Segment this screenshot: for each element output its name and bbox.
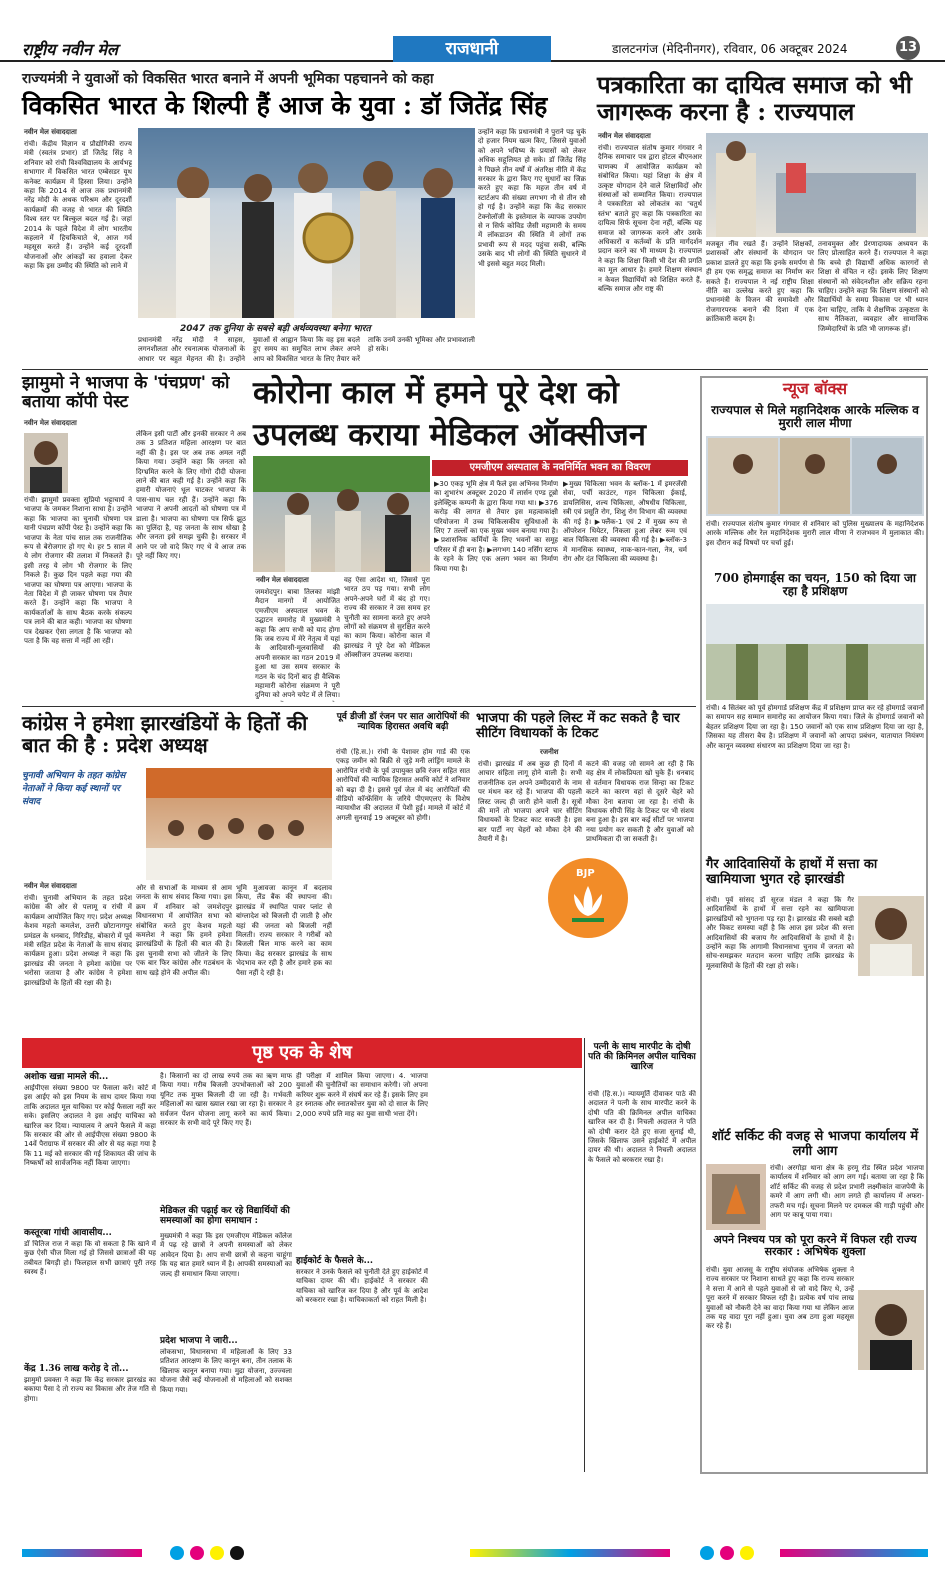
- remainder-col3-body2: सरकार ने उनके फैसले को चुनौती देते हुए हाईकोर्ट में याचिका दायर की थी। हाईकोर्ट ने सरकार की याचिका को खारिज कर दिया है और पूर्व के आदेश को बरकरार रखा है। याचिकाकर्ता को राहत मिली है।: [296, 1268, 428, 1305]
- sidebar-item1-headline: राज्यपाल से मिले महानिदेशक आरके मल्लिक व मुरारी लाल मीणा: [711, 403, 919, 431]
- sidebar-item2-photo: [706, 604, 924, 700]
- story1-body-left: रांची। केंद्रीय विज्ञान व प्रौद्योगिकी राज्य मंत्री (स्वतंत्र प्रभार) डॉ जितेंद्र सिंह ने शनिवार को रांची विश्वविद्यालय के आर्यभट्ट सभागार में विकसित भारत एम्बेसडर यूथ कनेक्ट कार्यक्रम में हिस्सा लिया। उन्होंने कहा कि 2014 से आज तक प्रधानमंत्री नरेंद्र मोदी के अथक परिश्रम और दूरदर्शी कार्यक्रमों की वजह से भारत की स्थिति विश्व स्तर पर बिल्कुल बदल गई है। जहां 2014 के पहले विदेश में लोग भारतीय कहलाने में हिचकिचाते थे, आज गर्व महसूस करते हैं। उन्होंने कई दूरदर्शी योजनाओं और आंकड़ों का हवाला देकर कहा कि इस उम्मीद की स्थिति को लाने में: [24, 140, 132, 271]
- story4-facts-a: ▶30 एकड़ भूमि क्षेत्र में फैले इस अभिनव निर्माण का शुभारंभ अक्टूबर 2020 में लार्सन एण्ड टूब्रो इलेक्ट्रिक कम्पनी के द्वारा किया गया था। ▶376 करोड़ की लागत से तैयार इस महत्वाकांक्षी परियोजना में उच्च चिकित्सकीय सुविधाओं के लिए 7 तल्लों का एक मुख्य भवन बनाया गया है। ▶प्रशासनिक कर्मियों के लिए भवनों का समूह परिसर में ही बना है। ▶लगभग 140 नर्सिंग स्टाफ के रहने के लिए एक अलग भवन का निर्माण किया गया है।: [434, 480, 558, 573]
- remainder-col1-body3: झामुमो प्रवक्ता ने कहा कि केंद्र सरकार झारखंड का बकाया पैसा दे तो राज्य का विकास और तेज गति से होगा।: [24, 1376, 156, 1403]
- story4-headline: कोरोना काल में हमने पूरे देश को उपलब्ध कराया मेडिकल ऑक्सीजन: [253, 375, 646, 453]
- story5-body-b: ओर से सभाओं के माध्यम से आम जनता के साथ संवाद किया गया। इस क्रम में शनिवार को जमशेदपुर विधानसभा में आयोजित सभा को संबोधित करते हुए केशव महतो कमलेश ने कहा कि हमने हमेशा झारखंडियों के हितों की बात की है। इस चुनावी सभा को जीतने के लिए एक बार फिर कांग्रेस और गठबंधन के साथ खड़े होने की अपील की।: [136, 884, 232, 977]
- story5-headline: कांग्रेस ने हमेशा झारखंडियों के हितों की बात की है : प्रदेश अध्यक्ष: [22, 711, 308, 758]
- remainder-col3-heading: हाईकोर्ट के फैसले के...: [296, 1256, 374, 1266]
- bjp-badge-label: BJP: [576, 868, 595, 879]
- registration-mark: [230, 1546, 244, 1560]
- homeguard-ceremony-image: [706, 604, 924, 700]
- divider: [22, 369, 928, 370]
- story2-body-b: मजबूत नींव रखते हैं। उन्होंने शिक्षकों, प्रशासकों और संस्थानों के योगदान पर प्रकाश डालते हुए कहा कि इनके समर्पण से ही हम एक समृद्ध समाज का निर्माण कर सकते हैं। राज्यपाल ने नई राष्ट्रीय शिक्षा नीति का उल्लेख करते हुए कहा कि प्रधानमंत्री के विजन की समावेशी और रोजगारपरक बनाने की दिशा में एक क्रांतिकारी कदम है।: [706, 240, 814, 324]
- remainder-col4-heading: पत्नी के साथ मारपीट के दोषी पति की क्रिमिनल अपील याचिका खारिज: [588, 1042, 696, 1073]
- page-number: 13: [896, 36, 920, 60]
- news-box-title: न्यूज बॉक्स: [782, 379, 848, 398]
- story5-body-a: रांची। चुनावी अभियान के तहत प्रदेश कांग्रेस की ओर से पलामू व रांची में कार्यक्रम आयोजित किए गए। प्रदेश अध्यक्ष केशव महतो कमलेश, उत्तरी छोटानागपुर प्रमंडल के धनबाद, गिरिडीह, बोकारो में पूर्व मंत्री सहित प्रदेश के नेताओं के साथ संवाद कार्यक्रम हुआ। प्रदेश अध्यक्ष ने कहा कि झारखंड की जनता ने हमेशा कांग्रेस पर भरोसा जताया है और कांग्रेस ने हमेशा झारखंडियों के हितों की रक्षा की है।: [24, 894, 132, 987]
- story4-facts-b: ▶मुख्य चिकित्सा भवन के ब्लॉक-1 में इमरजेंसी सेवा, पर्ची काउंटर, गहन चिकित्सा ईकाई, डायलिसिस, शल्य चिकित्सा, औषधीय चिकित्सा, स्त्री एवं प्रसूति रोग, शिशु रोग विभाग की व्यवस्था की गई है। ▶फ्लैंक-1 एवं 2 में मुख्य रूप से ऑपरेशन थियेटर, निकला हुआ लेबर रूम एवं बाल चिकित्सा की व्यवस्था की गई है। ▶ब्लॉक-3 में मानसिक स्वास्थ्य, नाक-कान-गला, नेत्र, चर्म रोग और दंत चिकित्सा की व्यवस्था है।: [563, 480, 687, 564]
- remainder-col1-heading: अशोक खन्ना मामले की...: [24, 1072, 109, 1082]
- story2-photo: [706, 133, 928, 237]
- registration-mark: [170, 1546, 184, 1560]
- story2-body-c: तनावमुक्त और प्रेरणादायक अध्ययन के लिए प्रोत्साहित करने हैं। राज्यपाल ने कहा कि बच्चे ही विद्यार्थी अधिक कारगरों से शिक्षा से वंचित न रहें। इसके लिए शिक्षण संस्थानों को संवेदनशील और सक्रिय रहना चाहिए। उन्होंने कहा कि शिक्षण संस्थानों को विद्यार्थियों के समग्र विकास पर भी ध्यान देना चाहिए, ताकि वे शैक्षणिक उत्कृष्टता के साथ नैतिकता, व्यवहार और सामाजिक जिम्मेदारियों के प्रति भी जागरूक हों।: [818, 240, 928, 333]
- remainder-col2-heading2: प्रदेश भाजपा ने जारी...: [160, 1336, 238, 1346]
- sidebar-item4-headline: शॉर्ट सर्किट की वजह से भाजपा कार्यालय में लगी आग: [711, 1129, 919, 1159]
- registration-mark: [190, 1546, 204, 1560]
- story2-headline: पत्रकारिता का दायित्व समाज को भी जागरूक करना है : राज्यपाल: [597, 70, 913, 126]
- story7-headline: भाजपा की पहले लिस्ट में कट सकते है चार सीटिंग विधायकों के टिकट: [476, 711, 680, 741]
- story4-body-b: वह ऐसा आदेश था, जिससे पूरा भारत ठप पड़ गया। सभी लोग अपने-अपने घरों में बंद हो गए। राज्य की सरकार ने उस समय हर चुनौती का सामना करते हुए अपने लोगों को संक्रमण से सुरक्षित करने का काम किया। कोरोना काल में झारखंड ने पूरे देश को मेडिकल ऑक्सीजन उपलब्ध कराया।: [344, 576, 430, 660]
- story6-headline: पूर्व डीजी डॉ रंजन पर सात आरोपियों की न्यायिक हिरासत अवधि बढ़ी: [336, 712, 470, 733]
- remainder-col3-body: ही परीक्षा में शामिल किया जाएगा। 4. भाजपा युवाओं की चुनौतियों का समाधान करेगी। जो अपना करियर शुरू करने में संघर्ष कर रहे हैं। इसके लिए हम हर स्नातक और स्नातकोत्तर युवा को दो साल के लिए 2,000 रुपये प्रति माह का युवा साथी भत्ता देंगे।: [296, 1072, 428, 1118]
- registration-mark: [210, 1546, 224, 1560]
- registration-mark: [700, 1546, 714, 1560]
- governor-event-image: [706, 133, 928, 237]
- remainder-col1-body: आईपीएस संख्या 9800 पर फैसला करें। कोर्ट में इस आईए को इस नियम के साथ दायर किया गया ताकि अदालत मूल याचिका पर कोई फैसला नहीं कर सके। इसलिए अदालत ने इस आईए याचिका को खारिज कर दिया। न्यायालय ने अपने फैसले में कहा कि सरकार की ओर से आईपीएस संख्या 9800 के 14वें पैराग्राफ में सरकार की ओर से यह कहा गया है कि 11 मई को सरकार की गई शिकायत की जांच के निष्कर्षों को सार्वजनिक नहीं किया जाएगा।: [24, 1084, 156, 1168]
- footer-color-bar: [470, 1549, 670, 1557]
- meeting-image: [706, 436, 924, 516]
- story5-subhead: चुनावी अभियान के तहत कांग्रेस नेताओं ने किया कई स्थानों पर संवाद: [22, 771, 126, 807]
- sidebar-item3-headline: गैर आदिवासियों के हाथों में सत्ता का खामियाजा भुगत रहे झारखंडी: [706, 857, 878, 887]
- sidebar-item1-body: रांची। राज्यपाल संतोष कुमार गंगवार से शनिवार को पुलिस मुख्यालय के महानिदेशक आरके मल्लिक और रेल महानिदेशक मुरारी लाल मीणा ने राजभवन में मुलाकात की। इस दौरान कई विषयों पर चर्चा हुई।: [706, 520, 924, 547]
- politician-portrait: [858, 896, 924, 976]
- story2-byline: नवीन मेल संवाददाता: [598, 132, 651, 140]
- story3-portrait: [24, 433, 68, 493]
- remainder-col2-body2: मुख्यमंत्री ने कहा कि इस एमजीएम मेडिकल कॉलेज में पढ़ रहे छात्रों ने अपनी समस्याओं को लेकर आवेदन दिया है। आप सभी छात्रों से कहना चाहूंगा कि यह बात हमारे ध्यान में है। आपकी समस्याओं का जल्द ही समाधान किया जाएगा।: [160, 1232, 292, 1278]
- dateline: डालटनगंज (मेदिनीनगर), रविवार, 06 अक्टूबर 2024: [612, 42, 848, 56]
- story7-body-a: रांची। झारखंड में अब कुछ ही दिनों में आचार संहिता लागू होने वाली है। सभी राजनीतिक दल अपने उम्मीदवारों के नाम पर मंथन कर रहे हैं। भाजपा की पहली लिस्ट जल्द ही जारी होने वाली है। सूत्रों की मानें तो भाजपा अपने चार सीटिंग विधायकों के टिकट काट सकती है। इस बार पार्टी नए चेहरों को मौका देने की तैयारी में है।: [478, 760, 582, 844]
- sidebar-item2-body: रांची। 4 सितंबर को पूर्व होमगार्ड प्रशिक्षण केंद्र में प्रशिक्षण प्राप्त कर रहे होमगार्ड जवानों का समापन सह सम्मान समारोह का आयोजन किया गया। जिले के होमगार्ड जवानों को बेहतर प्रशिक्षण दिया जा रहा है। 150 जवानों को एक साथ प्रशिक्षण दिया जा रहा है, जिसका यह तीसरा बैच है। प्रशिक्षण में जवानों को आपदा प्रबंधन, यातायात नियंत्रण और कानून व्यवस्था संधारण का प्रशिक्षण दिया जा रहा है।: [706, 704, 924, 750]
- page-header: [0, 0, 945, 62]
- story2-body-a: रांची। राज्यपाल संतोष कुमार गंगवार ने दैनिक समाचार पत्र द्वारा होटल बीएनआर चाणक्य में आयोजित कार्यक्रम को संबोधित किया। यहां शिक्षा के क्षेत्र में उत्कृष्ट योगदान देने वाले शिक्षाविदों और संस्थाओं को सम्मानित किया। राज्यपाल ने पत्रकारिता को लोकतंत्र का 'चतुर्थ स्तंभ' बताते हुए कहा कि पत्रकारिता का दायित्व सिर्फ सूचना देना नहीं, बल्कि यह समाज को जागरूक करने और उसके अधिकारों व कर्तव्यों के प्रति मार्गदर्शन प्रदान करने का भी माध्यम है। राज्यपाल ने कहा कि शिक्षा किसी भी देश की प्रगति का मूल आधार है। हमारे शिक्षण संस्थान न केवल विद्यार्थियों को शिक्षित करते हैं, बल्कि समाज और राष्ट्र की: [598, 144, 702, 294]
- sidebar-item5-body: रांची। युवा आजसू के राष्ट्रीय संयोजक अभिषेक शुक्ला ने राज्य सरकार पर निशाना साधते हुए कहा कि राज्य सरकार ने सत्ता में आने से पहले युवाओं से जो वादे किए थे, उन्हें पूरा करने में सरकार विफल रही है। प्रत्येक वर्ष पांच लाख युवाओं को नौकरी देने का वादा किया गया था लेकिन आज तक यह वादा पूरा नहीं हुआ। युवा अब ठगा हुआ महसूस कर रहे हैं।: [706, 1266, 854, 1331]
- registration-mark: [720, 1546, 734, 1560]
- remainder-col1-body2: डॉ चितिज राज ने कहा कि वो सकता है कि खाने में कुछ ऐसी चीज मिला गई हो जिससे छात्राओं की यह तबीयत बिगड़ी हो। फिलहाल सभी छात्राएं पूरी तरह स्वस्थ हैं।: [24, 1240, 156, 1277]
- sidebar-item3-body-a: रांची। पूर्व सांसद डॉ सूरज मंडल ने कहा कि गैर आदिवासियों के हाथों में सत्ता रहने का खामियाजा झारखंडियों को भुगतना पड़ रहा है। झारखंड की सबसे बड़ी और विकट समस्या वहीं है कि आज इस प्रदेश की सत्ता आदिवासियों की बजाय गैर आदिवासियों के हाथों में है। उन्होंने कहा कि आगामी विधानसभा चुनाव में जनता को सोच-समझकर मतदान करना चाहिए ताकि झारखंड के मूलवासियों के हितों की रक्षा हो सके।: [706, 896, 854, 970]
- remainder-col2-body3: लोकसभा, विधानसभा में महिलाओं के लिए 33 प्रतिशत आरक्षण के लिए कानून बना, तीन तलाक के खिलाफ कानून बनाया गया। मुद्रा योजना, उज्ज्वला योजना जैसे कई योजनाओं से महिलाओं को सशक्त किया गया।: [160, 1348, 292, 1394]
- sidebar-item3-portrait: [858, 896, 924, 976]
- section-label: राजधानी: [393, 36, 551, 62]
- divider: [584, 1038, 585, 1472]
- story7-byline: रजनीश: [540, 748, 559, 756]
- remainder-col2-heading: मेडिकल की पढ़ाई कर रहे विद्यार्थियों की समस्याओं का होगा समाधान :: [160, 1206, 290, 1227]
- story4-photo: [253, 456, 430, 572]
- award-ceremony-image: [138, 128, 475, 318]
- sidebar-item4-body: रांची। अरगोड़ा थाना क्षेत्र के हरमू रोड स्थित प्रदेश भाजपा कार्यालय में शनिवार को आग लग गई। बताया जा रहा है कि शॉर्ट सर्किट की वजह से प्रदेश प्रभारी लक्ष्मीकांत वाजपेयी के कमरे में आग लगी थी। आग लगते ही कार्यालय में अफरा-तफरी मच गई। सूचना मिलने पर दमकल की गाड़ी पहुंची और आग पर काबू पाया गया।: [770, 1164, 924, 1220]
- story5-byline: नवीन मेल संवाददाता: [24, 882, 77, 890]
- story4-byline: नवीन मेल संवाददाता: [256, 576, 309, 584]
- rally-image: [146, 768, 332, 880]
- remainder-col1-heading3: केंद्र 1.36 लाख करोड़ दे तो...: [24, 1364, 129, 1374]
- story1-body-right: उन्होंने कहा कि प्रधानमंत्री ने पुराने पड़ चुके दो हजार नियम खत्म किए, जिससे युवाओं को अपने भविष्य के प्रयासों को लेकर अधिक सहूलियत हो सके। डॉ जितेंद्र सिंह ने पिछले तीन वर्षों में अंतरिक्ष नीति में केंद्र सरकार के द्वारा किए गए सुधारों का जिक्र करते हुए कहा कि महज तीन वर्ष में स्टार्टअप की संख्या लगभग नौ से तीन सौ हो गई है। उन्होंने कहा कि केंद्र सरकार टेक्नोलॉजी के इस्तेमाल के व्यापक उपयोग से न सिर्फ कोविड जैसी महामारी के समय में लॉकडाउन की स्थिति में लोगों तक प्रभावी रूप से मदद पहुंचा सकी, बल्कि उसके बाद भी लोगों की स्थिति सुधारने में भी इससे बहुत मदद मिली।: [478, 128, 586, 268]
- remainder-col1-heading2: कस्तूरबा गांधी आवासीय...: [24, 1228, 112, 1238]
- story3-byline: नवीन मेल संवाददाता: [24, 419, 77, 427]
- story3-body-a: रांची। झामुमो प्रवक्ता सुप्रियो भट्टाचार्य ने भाजपा के जमकर निशाना साधा है। उन्होंने कहा कि भाजपा का चुनावी घोषणा पत्र यानी पंचप्रण कॉपी पेस्ट है। उन्होंने कहा कि भाजपा के नेता पांच साल तक राजनीतिक रूप से बेरोजगार हो गए थे। हर 5 साल में ये लोग रोजगार की तलाश में निकलते हैं। इसी तरह ये लोग भी रोजगार के लिए निकले हैं। कुछ दिन पहले कहा गया की भाजपा का घोषणा पत्र आएगा। भाजपा के नेता विदेश में ही जाकर घोषणा पत्र तैयार करते हैं। उन्होंने कहा कि भाजपा ने कार्यकर्ताओं के साथ बैठक करके संकल्प पत्र लाने की बात कही। भाजपा का घोषणा पत्र देखकर ऐसा लगता है कि भाजपा को पता है कि वह सत्ता में नहीं आ रही।: [24, 496, 132, 646]
- story5-body-c: भूमि मुआवजा कानून में बदलाव किया, लैंड बैंक की स्थापना की। झारखंड में स्थापित पावर प्लांट से बांग्लादेश को बिजली दी जाती है और यहां की जनता को बिजली नहीं मिलती। राज्य सरकार ने गरीबों को बिजली बिल माफ करने का काम किया। केंद्र सरकार झारखंड के साथ भेदभाव कर रही है और हमारे हक का पैसा नहीं दे रही है।: [236, 884, 332, 977]
- sidebar-item5-headline: अपने निश्चय पत्र को पूरा करने में विफल रही राज्य सरकार : अभिषेक शुक्ला: [713, 1233, 917, 1259]
- story4-tag: एमजीएम अस्पताल के नवनिर्मित भवन का विवरण: [432, 460, 688, 476]
- story4-body-a: जमशेदपुर। बाबा तिलका मांझी मैदान मानगो में आयोजित एमजीएम अस्पताल भवन के उद्घाटन समारोह में मुख्यमंत्री ने कहा कि आप सभी को याद होगा कि जब राज्य में मेरे नेतृत्व में यहां के आदिवासी-मूलवासियों की अपनी सरकार का गठन 2019 में हुआ था उस समय सरकार के गठन के चंद दिनों बाद ही वैश्विक महामारी कोरोना संक्रमण ने पूरी दुनिया को अपने चपेट में ले लिया।: [255, 588, 340, 700]
- footer-color-bar: [780, 1549, 928, 1557]
- remainder-col2-body: है। किसानों का दो लाख रुपये तक का ऋण माफ किया गया। गरीब बिजली उपभोक्ताओं को 200 यूनिट तक मुफ्त बिजली दी जा रही है। गर्भवती महिलाओं का खास ख्याल रखा जा रहा है। सरकार ने सर्वजन पेंशन योजना लागू करने का कार्य किया। सरकार के सभी वादे पूरे किए गए हैं।: [160, 1072, 292, 1128]
- fire-office-image: [706, 1164, 766, 1230]
- spokesperson-portrait: [24, 433, 68, 493]
- registration-mark: [740, 1546, 754, 1560]
- remainder-col4-body: रांची (हि.स.)। न्यायमूर्ति दीवाकर पाठे की अदालत ने पत्नी के साथ मारपीट करने के दोषी पति की क्रिमिनल अपील याचिका खारिज कर दी है। निचली अदालत ने पति को दोषी करार देते हुए सजा सुनाई थी, जिसके खिलाफ उसने हाईकोर्ट में अपील दायर की थी। अदालत ने निचली अदालत के फैसले को बरकरार रखा है।: [588, 1090, 696, 1164]
- story7-body-b: कटने की वजह जो सामने आ रही है कि वह क्षेत्र में लोकप्रियता खो चुके हैं। धनबाद से वर्तमान विधायक राज सिन्हा का टिकट कटने का कारण वहां से दूसरे चेहरे को मौका देना बताया जा रहा है। रांची के विधायक सीपी सिंह के टिकट पर भी संशय बना हुआ है। इस बार कई सीटों पर भाजपा नया प्रयोग कर सकती है और युवाओं को प्राथमिकता दी जा सकती है।: [586, 760, 694, 844]
- remainder-title: पृष्ठ एक के शेष: [22, 1038, 582, 1068]
- story1-photo: [138, 128, 475, 318]
- story1-caption: 2047 तक दुनिया के सबसे बड़ी अर्थव्यवस्था बनेगा भारत: [180, 324, 371, 334]
- story1-headline: विकसित भारत के शिल्पी हैं आज के युवा : डॉ जितेंद्र सिंह: [22, 91, 548, 120]
- inauguration-image: [253, 456, 430, 572]
- sidebar-item1-photo: [706, 436, 924, 516]
- leader-portrait: [858, 1290, 924, 1370]
- sidebar-item2-headline: 700 होमगार्ड्स का चयन, 150 को दिया जा रहा है प्रशिक्षण: [713, 571, 917, 599]
- story1-body-mid: प्रधानमंत्री नरेंद्र मोदी ने साहस, लगनशीलता और रचनात्मक योजनाओं के आधार पर बहुत मेहनत की है। उन्होंने युवाओं से आह्वान किया कि वह इस बदले हुए समय का समुचित लाभ लेकर अपने आप को विकसित भारत के लिए तैयार करें ताकि उनमें उनकी भूमिका और प्रभावशाली हो सके।: [138, 336, 475, 363]
- divider: [22, 706, 696, 707]
- footer-color-bar: [22, 1549, 142, 1557]
- sidebar-item5-portrait: [858, 1290, 924, 1370]
- story6-body: रांची (हि.स.)। रांची के पेशावर होम गार्ड की एक एकड़ जमीन को बिक्री से जुड़े मनी लांड्रिंग मामले के आरोपित रांची के पूर्व उपायुक्त छवि रंजन सहित सात आरोपियों की न्यायिक हिरासत अवधि कोर्ट ने शनिवार को बढ़ा दी है। इससे पूर्व जेल में बंद आरोपितों की वीडियो कॉन्फ्रेंसिंग के जरिये पीएमएलए के विशेष न्यायाधीश की अदालत में पेशी हुई। मामले में कोर्ट में अगली सुनवाई 19 अक्टूबर को होगी।: [336, 748, 470, 822]
- masthead: राष्ट्रीय नवीन मेल: [22, 40, 118, 59]
- sidebar-item4-photo: [706, 1164, 766, 1230]
- story3-headline: झामुमो ने भाजपा के 'पंचप्रण' को बताया कॉपी पेस्ट: [22, 373, 230, 413]
- story1-byline: नवीन मेल संवाददाता: [24, 128, 77, 136]
- story3-body-b: लेकिन इसी पार्टी और इनकी सरकार ने अब तक 3 प्रतिशत महिला आरक्षण पर बात नहीं की है। इस पर अब तक अमल नहीं किया गया। उन्होंने कहा कि जनता को दिग्भ्रमित करने के लिए गोगो दीदी योजना लाने की बात कही गई है। उन्होंने कहा कि हमारी योजनाएं धूल चाटकर भाजपा के पास-साथ चल रही हैं। उन्होंने कहा कि भाजपा ने अपनी आदतों को घोषणा पत्र में डाला है। भाजपा का घोषणा पत्र सिर्फ झूठ का पुलिंदा है, यह जनता के साथ धोखा है और जनता इसे समझ चुकी है। सरकार में आने पर जो वादे किए गए थे वे आज तक पूरे नहीं किए गए।: [136, 430, 246, 561]
- story1-kicker: राज्यमंत्री ने युवाओं को विकसित भारत बनाने में अपनी भूमिका पहचानने को कहा: [22, 71, 434, 87]
- story5-photo: [146, 768, 332, 880]
